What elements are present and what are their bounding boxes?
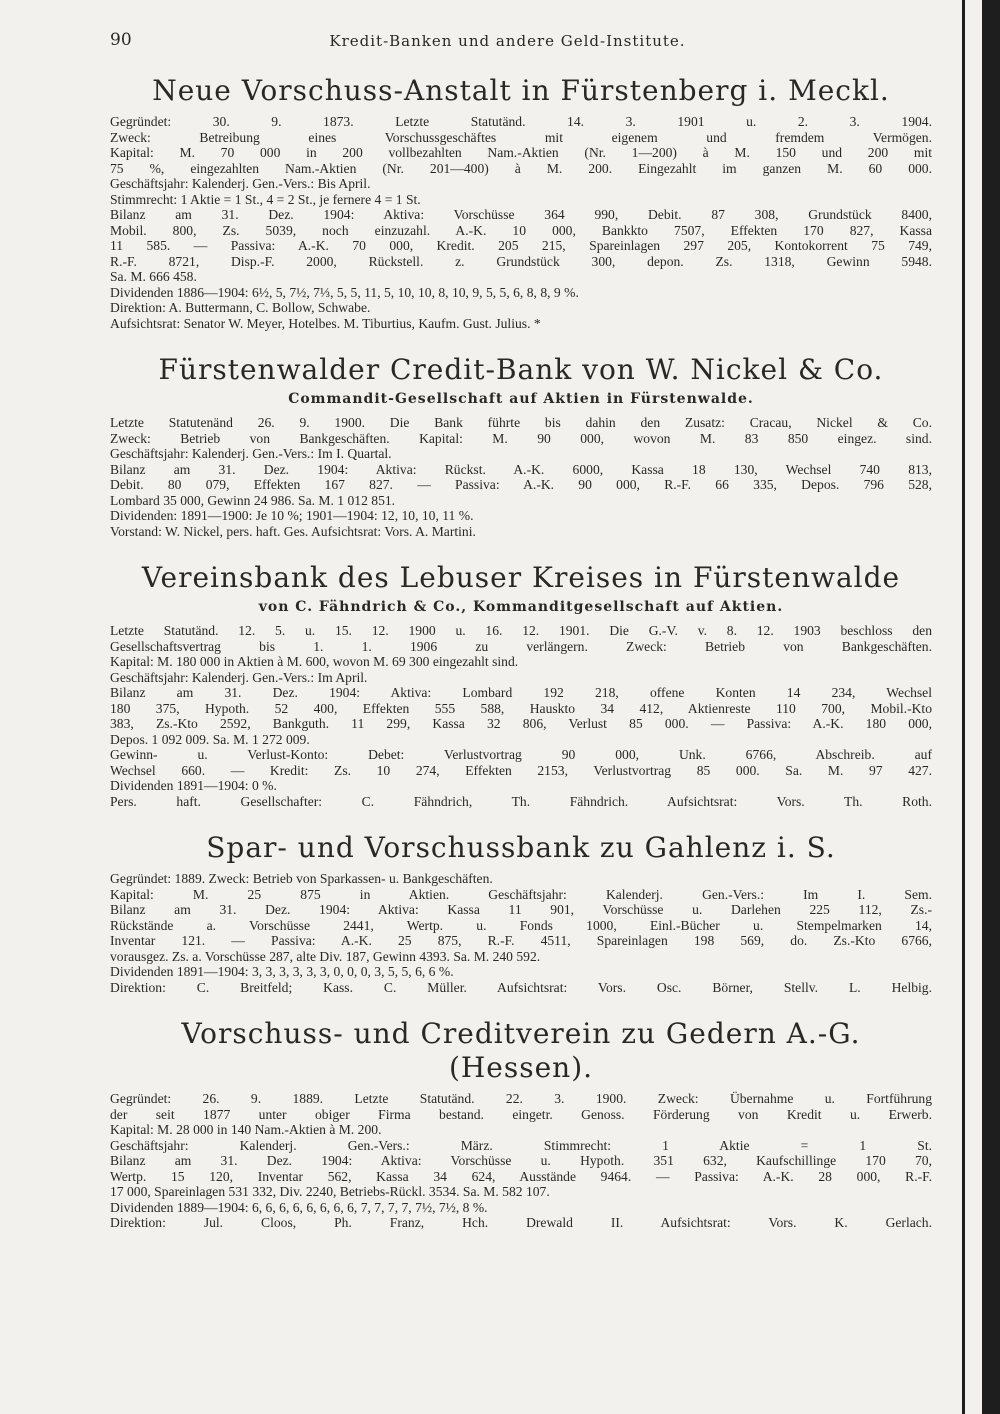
entry-line: Direktion: C. Breitfeld; Kass. C. Müller. Aufsichtsrat: Vors. Osc. Börner, Stellv. L. Helbig. — [110, 979, 932, 995]
entry-line: Bilanz am 31. Dez. 1904: Aktiva: Vorschüsse u. Hypoth. 351 632, Kaufschillinge 170 70, — [110, 1153, 932, 1168]
entry-line: Kapital: M. 180 000 in Aktien à M. 600, wovon M. 69 300 eingezahlt sind. — [110, 654, 519, 669]
entry-line: Kapital: M. 28 000 in 140 Nam.-Aktien à M. 200. — [110, 1122, 382, 1137]
entry-line: Dividenden 1886—1904: 6½, 5, 7½, 7⅓, 5, 5, 11, 5, 10, 10, 8, 10, 9, 5, 5, 6, 8, 8, 9 %. — [110, 284, 579, 300]
entry-line: Letzte Statutänd. 12. 5. u. 15. 12. 1900 u. 16. 12. 1901. Die G.-V. v. 8. 12. 1903 beschloss den — [110, 623, 932, 638]
entry-line: Lombard 35 000, Gewinn 24 986. Sa. M. 1 012 851. — [110, 492, 396, 508]
entry-title: Fürstenwalder Credit-Bank von W. Nickel & Co. — [158, 353, 884, 386]
entry-line: Letzte Statutenänd 26. 9. 1900. Die Bank führte bis dahin den Zusatz: Cracau, Nickel & Co. — [110, 415, 932, 430]
entry-line: R.-F. 8721, Disp.-F. 2000, Rückstell. z. Grundstück 300, depon. Zs. 1318, Gewinn 5948. — [110, 253, 932, 269]
entry-line: Gewinn- u. Verlust-Konto: Debet: Verlustvortrag 90 000, Unk. 6766, Abschreib. auf — [110, 747, 932, 762]
entry-line: Zweck: Betrieb von Bankgeschäften. Kapital: M. 90 000, wovon M. 83 850 eingez. sind. — [110, 430, 932, 446]
entry-subtitle-text: Commandit-Gesellschaft auf Aktien — [288, 391, 601, 407]
entry-line: Direktion: A. Buttermann, C. Bollow, Schwabe. — [110, 300, 371, 315]
entry-line: 11 585. — Passiva: A.-K. 70 000, Kredit. 205 215, Spareinlagen 297 205, Kontokorrent 75 749, — [110, 238, 932, 253]
entry-vorschuss-creditverein-gedern — [110, 1017, 932, 1231]
entry-title: Neue Vorschuss-Anstalt in Fürstenberg i. Meckl. — [152, 74, 890, 107]
entry-line: Aufsichtsrat: Senator W. Meyer, Hotelbes. M. Tiburtius, Kaufm. Gust. Julius. * — [110, 315, 541, 331]
entry-neue-vorschuss-anstalt — [110, 74, 932, 331]
entry-line: Gesellschaftsvertrag bis 1. 1. 1906 zu verlängern. Zweck: Betrieb von Bankgeschäften. — [110, 638, 932, 654]
entry-line: Dividenden 1889—1904: 6, 6, 6, 6, 6, 6, 6, 6, 7, 7, 7, 7, 7½, 7½, 8 %. — [110, 1199, 488, 1215]
entry-line: Zweck: Betreibung eines Vorschussgeschäftes mit eigenem und fremdem Vermögen. — [110, 129, 932, 145]
entry-subtitle: von C. Fähndrich & Co., Kommanditgesellschaft auf Aktien. — [258, 599, 784, 615]
entry-line: Inventar 121. — Passiva: A.-K. 25 875, R.-F. 4511, Spareinlagen 198 569, do. Zs.-Kto 6766, — [110, 933, 932, 948]
page-content — [110, 74, 932, 1231]
entry-line: Wechsel 660. — Kredit: Zs. 10 274, Effekten 2153, Verlustvortrag 85 000. Sa. M. 97 427. — [110, 762, 932, 778]
entry-line: Geschäftsjahr: Kalenderj. Gen.-Vers.: Im April. — [110, 669, 368, 685]
entry-line: vorausgez. Zs. a. Vorschüsse 287, alte Div. 187, Gewinn 4393. Sa. M. 240 592. — [110, 948, 541, 964]
entry-title: Spar- und Vorschussbank zu Gahlenz i. S. — [206, 831, 836, 864]
entry-line: Rückstände a. Vorschüsse 2441, Wertp. u. Fonds 1000, Einl.-Bücher u. Stempelmarken 14, — [110, 917, 932, 933]
entry-line: 180 375, Hypoth. 52 400, Effekten 555 588, Hauskto 34 412, Aktienreste 110 700, Mobil.-Kto — [110, 700, 932, 716]
entry-line: Gegründet: 30. 9. 1873. Letzte Statutänd. 14. 3. 1901 u. 2. 3. 1904. — [110, 114, 932, 129]
entry-line: Geschäftsjahr: Kalenderj. Gen.-Vers.: Bis April. — [110, 176, 371, 191]
entry-line: Dividenden 1891—1904: 0 %. — [110, 778, 277, 793]
entry-line: Gegründet: 1889. Zweck: Betrieb von Sparkassen- u. Bankgeschäften. — [110, 871, 493, 886]
entry-subtitle-place: in Fürstenwalde. — [606, 391, 754, 407]
entry-fuerstenwalder-credit-bank — [110, 353, 932, 539]
page-number: 90 — [110, 30, 132, 50]
entry-line: Vorstand: W. Nickel, pers. haft. Ges. Aufsichtsrat: Vors. A. Martini. — [110, 523, 476, 539]
book-spine — [982, 0, 1000, 1414]
entry-line: Depos. 1 092 009. Sa. M. 1 272 009. — [110, 731, 310, 747]
entry-line: Stimmrecht: 1 Aktie = 1 St., 4 = 2 St., je fernere 4 = 1 St. — [110, 191, 421, 207]
entry-line: Geschäftsjahr: Kalenderj. Gen.-Vers.: März. Stimmrecht: 1 Aktie = 1 St. — [110, 1137, 932, 1153]
entry-line: Mobil. 800, Zs. 5039, noch einzuzahl. A.-K. 10 000, Bankkto 7507, Effekten 170 827, Kassa — [110, 222, 932, 238]
entry-vereinsbank-lebuser-kreises — [110, 561, 932, 809]
entry-title: Vorschuss- und Creditverein zu Gedern A.-G. (Hessen). — [181, 1017, 861, 1084]
entry-line: 17 000, Spareinlagen 531 332, Div. 2240, Betriebs-Rückl. 3534. Sa. M. 582 107. — [110, 1184, 550, 1199]
running-head-title: Kredit-Banken und andere Geld-Institute. — [329, 32, 686, 50]
entry-line: Bilanz am 31. Dez. 1904: Aktiva: Kassa 11 901, Vorschüsse u. Darlehen 225 112, Zs.- — [110, 902, 932, 917]
entry-line: Debit. 80 079, Effekten 167 827. — Passiva: A.-K. 90 000, R.-F. 66 335, Depos. 796 528, — [110, 477, 932, 492]
entry-line: Sa. M. 666 458. — [110, 269, 197, 284]
entry-line: Bilanz am 31. Dez. 1904: Aktiva: Rückst. A.-K. 6000, Kassa 18 130, Wechsel 740 813, — [110, 461, 932, 477]
entry-line: Dividenden 1891—1904: 3, 3, 3, 3, 3, 3, 0, 0, 0, 3, 5, 5, 6, 6 %. — [110, 964, 454, 979]
entry-line: Geschäftsjahr: Kalenderj. Gen.-Vers.: Im I. Quartal. — [110, 446, 392, 461]
entry-line: der seit 1877 unter obiger Firma bestand. eingetr. Genoss. Förderung von Kredit u. Erwerb. — [110, 1106, 932, 1122]
entry-line: Dividenden: 1891—1900: Je 10 %; 1901—1904: 12, 10, 10, 11 %. — [110, 508, 474, 523]
entry-subtitle — [110, 389, 932, 409]
entry-spar-vorschussbank-gahlenz — [110, 831, 932, 995]
entry-line: Direktion: Jul. Cloos, Ph. Franz, Hch. Drewald II. Aufsichtsrat: Vors. K. Gerlach. — [110, 1215, 932, 1230]
entry-line: Pers. haft. Gesellschafter: C. Fähndrich, Th. Fähndrich. Aufsichtsrat: Vors. Th. Roth. — [110, 793, 932, 809]
entry-line: 75 %, eingezahlten Nam.-Aktien (Nr. 201—400) à M. 200. Eingezahlt im ganzen M. 60 000. — [110, 160, 932, 176]
page-edge-line — [962, 0, 965, 1414]
entry-line: Bilanz am 31. Dez. 1904: Aktiva: Lombard 192 218, offene Konten 14 234, Wechsel — [110, 685, 932, 700]
entry-line: Wertp. 15 120, Inventar 562, Kassa 34 624, Ausstände 9464. — Passiva: A.-K. 28 000, R.-F. — [110, 1168, 932, 1184]
entry-line: 383, Zs.-Kto 2592, Bankguth. 11 299, Kassa 32 806, Verlust 85 000. — Passiva: A.-K. 180 000, — [110, 716, 932, 731]
entry-line: Bilanz am 31. Dez. 1904: Aktiva: Vorschüsse 364 990, Debit. 87 308, Grundstück 8400, — [110, 207, 932, 222]
entry-line: Kapital: M. 70 000 in 200 vollbezahlten Nam.-Aktien (Nr. 1—200) à M. 150 und 200 mit — [110, 145, 932, 160]
running-head — [110, 30, 905, 58]
entry-title: Vereinsbank des Lebuser Kreises in Fürstenwalde — [141, 561, 901, 594]
entry-line: Kapital: M. 25 875 in Aktien. Geschäftsjahr: Kalenderj. Gen.-Vers.: Im I. Sem. — [110, 886, 932, 902]
entry-line: Gegründet: 26. 9. 1889. Letzte Statutänd. 22. 3. 1900. Zweck: Übernahme u. Fortführung — [110, 1091, 932, 1106]
